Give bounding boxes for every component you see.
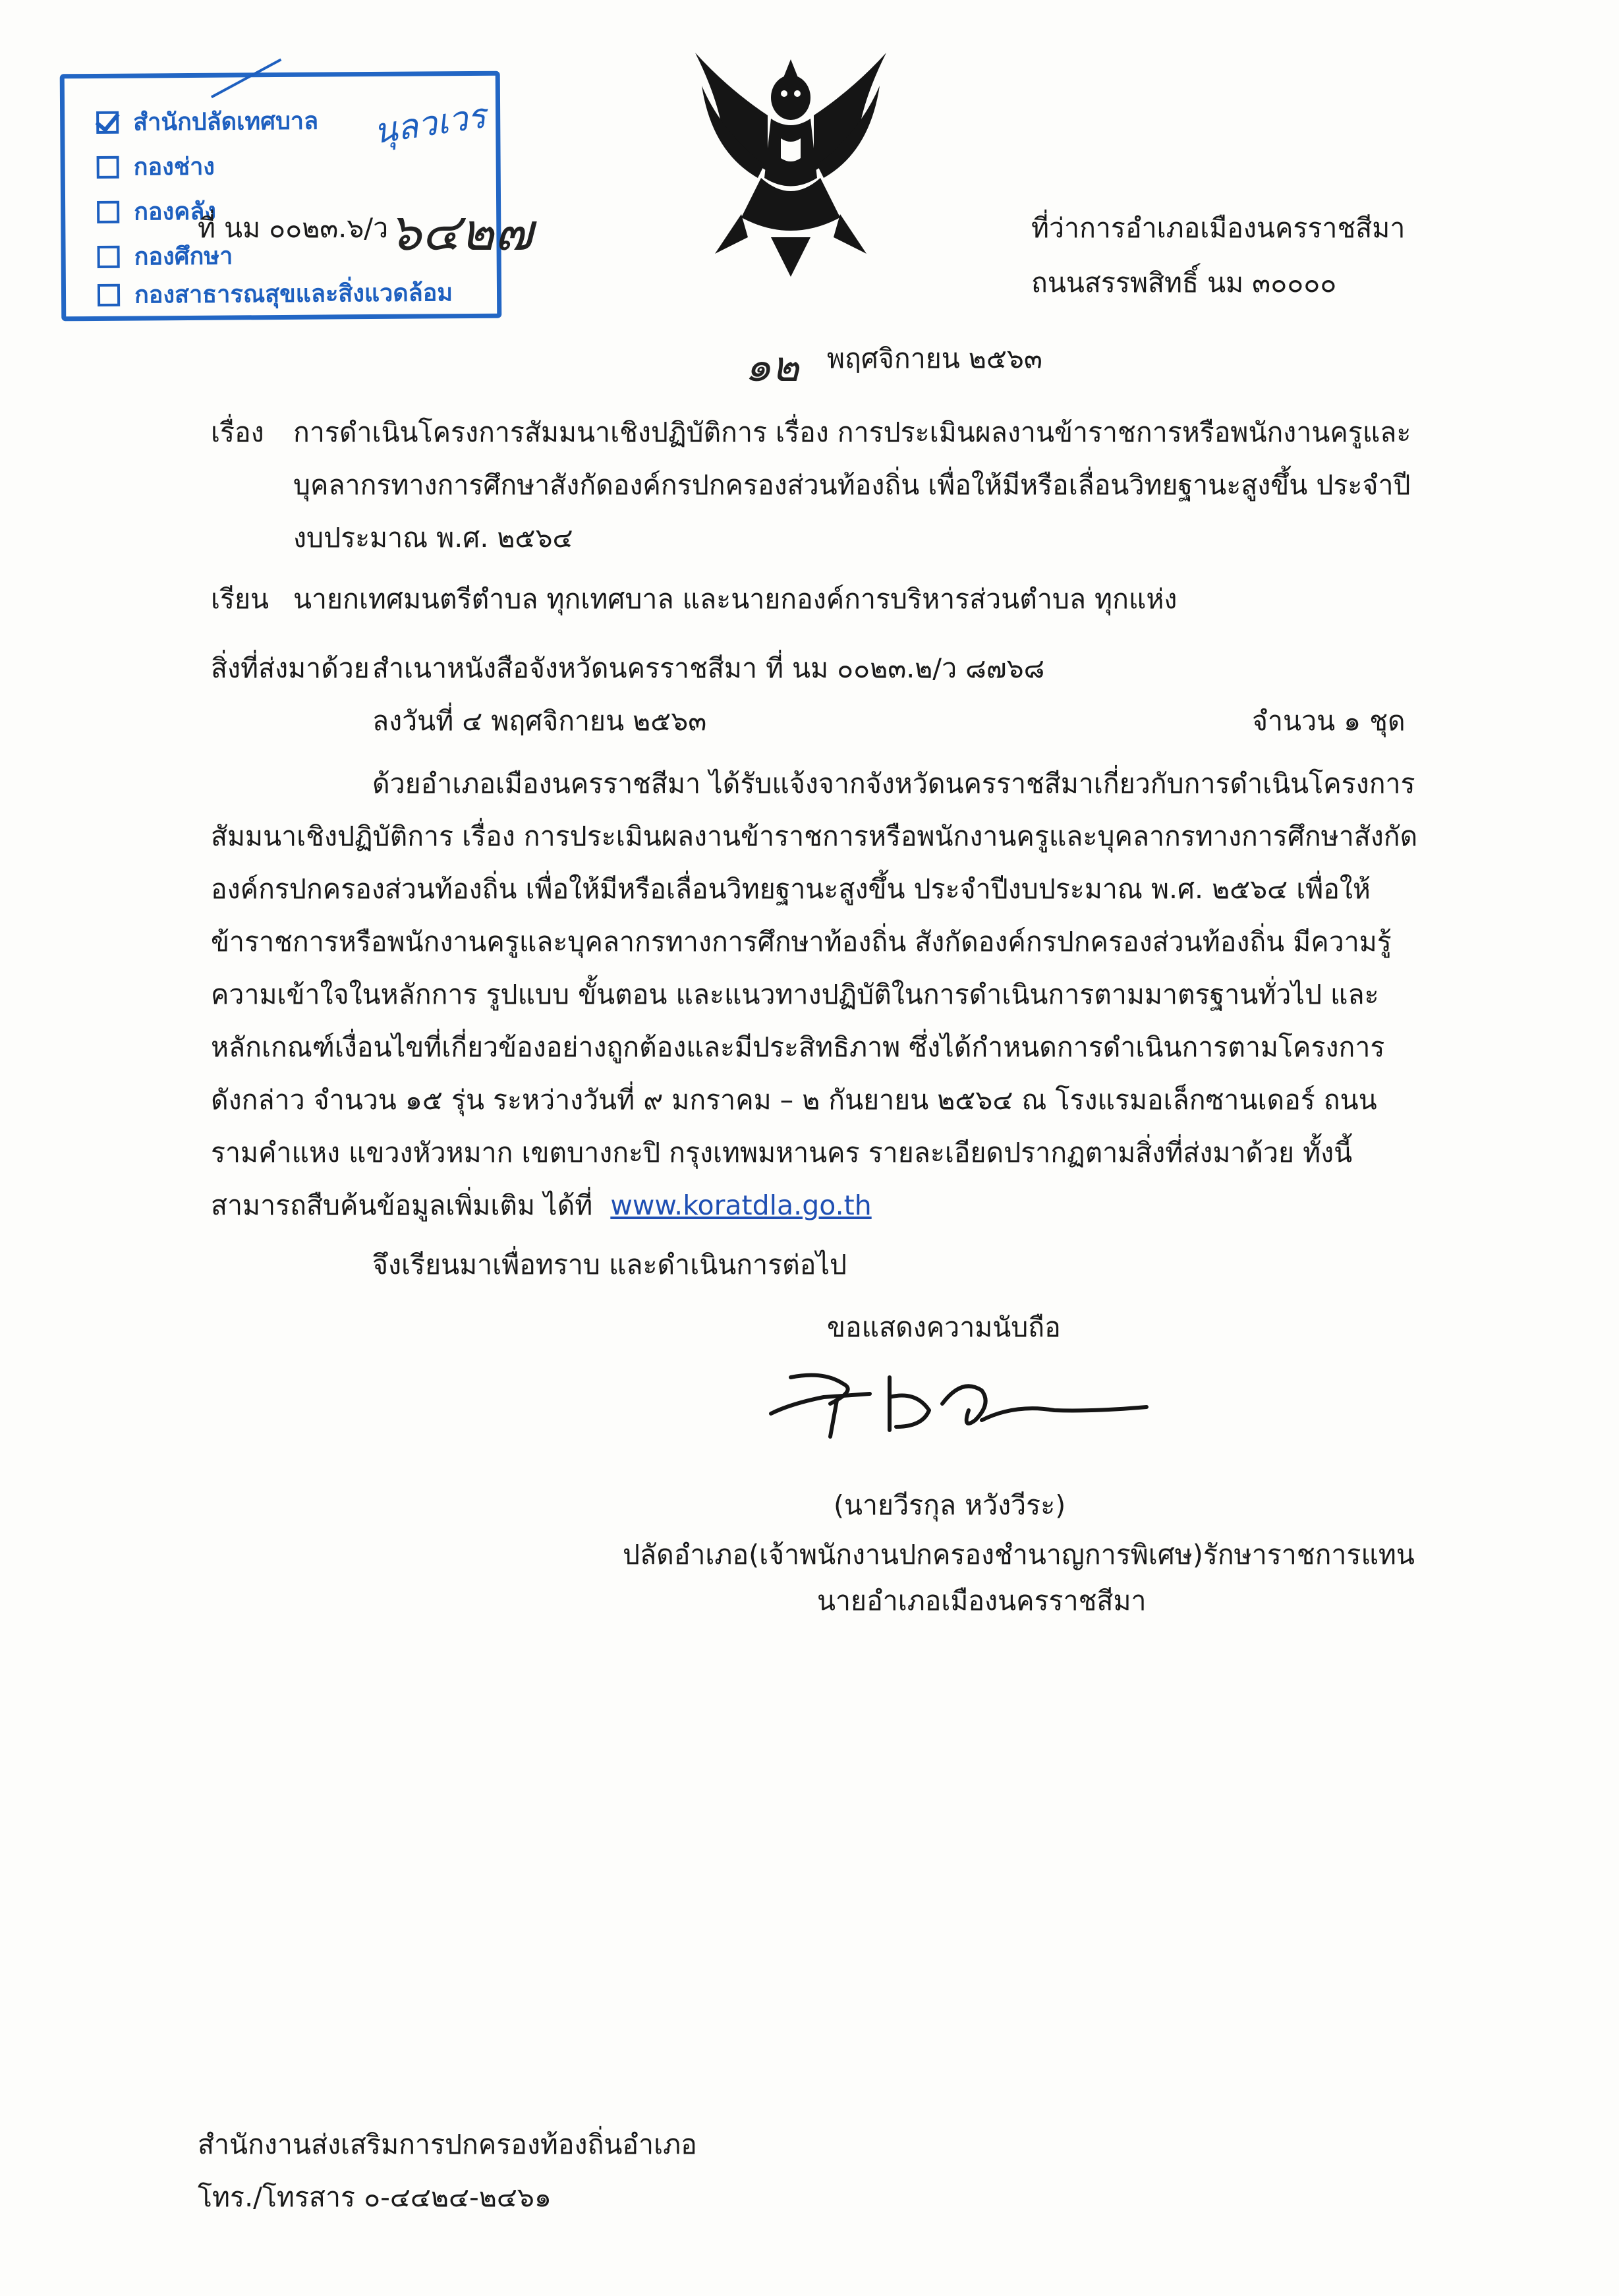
- footer-phone: โทร./โทรสาร ๐-๔๔๒๔-๒๔๖๑: [198, 2181, 552, 2213]
- subject-line: บุคลากรทางการศึกษาสังกัดองค์กรปกครองส่วนท้องถิ่น เพื่อให้มีหรือเลื่อนวิทยฐานะสูงขึ้น ประจำปี: [293, 469, 1411, 501]
- body-line: รามคำแหง แขวงหัวหมาก เขตบางกะปิ กรุงเทพมหานคร รายละเอียดปรากฏตามสิ่งที่ส่งมาด้วย ทั้งนี้: [211, 1137, 1353, 1168]
- sender-address-line-1: ที่ว่าการอำเภอเมืองนครราชสีมา: [1031, 212, 1406, 244]
- attachment-label: สิ่งที่ส่งมาด้วย: [211, 652, 370, 684]
- date-month-year: พฤศจิกายน ๒๕๖๓: [827, 343, 1042, 374]
- website-link[interactable]: www.koratdla.go.th: [610, 1190, 872, 1221]
- stamp-handwritten-note: นุลวเวร: [370, 96, 489, 152]
- stamp-item-label: กองสาธารณสุขและสิ่งแวดล้อม: [134, 279, 453, 309]
- stamp-item-label: กองคลัง: [134, 198, 217, 226]
- valediction: ขอแสดงความนับถือ: [827, 1311, 1061, 1343]
- stamp-item-label: กองช่าง: [133, 153, 215, 181]
- body-line: ด้วยอำเภอเมืองนครราชสีมา ได้รับแจ้งจากจังหวัดนครราชสีมาเกี่ยวกับการดำเนินโครงการ: [372, 768, 1415, 799]
- body-last-line-prefix: สามารถสืบค้นข้อมูลเพิ่มเติม ได้ที่: [211, 1190, 593, 1221]
- stamp-checkbox-checked-icon: [96, 111, 119, 133]
- subject-label: เรื่อง: [211, 416, 264, 448]
- handwritten-signature: [764, 1364, 1160, 1443]
- stamp-item: [98, 273, 453, 314]
- document-number: ที่ นม ๐๐๒๓.๖/ว: [198, 212, 389, 244]
- body-last-line: [211, 1190, 872, 1222]
- attachment-line-2: ลงวันที่ ๔ พฤศจิกายน ๒๕๖๓: [372, 705, 707, 737]
- footer-office: สำนักงานส่งเสริมการปกครองท้องถิ่นอำเภอ: [198, 2129, 697, 2160]
- stamp-item-label: กองศึกษา: [134, 243, 233, 271]
- subject-line: งบประมาณ พ.ศ. ๒๕๖๔: [293, 522, 573, 554]
- closing-sentence: จึงเรียนมาเพื่อทราบ และดำเนินการต่อไป: [372, 1249, 847, 1280]
- stamp-checkbox-icon: [98, 283, 120, 306]
- stamp-item-label: สำนักปลัดเทศบาล: [133, 107, 319, 136]
- sender-address-line-2: ถนนสรรพสิทธิ์ นม ๓๐๐๐๐: [1031, 267, 1337, 299]
- attachment-line-1: สำเนาหนังสือจังหวัดนครราชสีมา ที่ นม ๐๐๒๓.๒/ว ๘๗๖๘: [372, 652, 1045, 684]
- stamp-checkbox-icon: [97, 200, 119, 223]
- body-line: องค์กรปกครองส่วนท้องถิ่น เพื่อให้มีหรือเลื่อนวิทยฐานะสูงขึ้น ประจำปีงบประมาณ พ.ศ. ๒๕๖๔ เพื่อให้: [211, 873, 1371, 905]
- body-line: ดังกล่าว จำนวน ๑๕ รุ่น ระหว่างวันที่ ๙ มกราคม – ๒ กันยายน ๒๕๖๔ ณ โรงแรมอเล็กซานเดอร์ ถนน: [211, 1084, 1377, 1116]
- recipient-label: เรียน: [211, 583, 270, 615]
- garuda-emblem-icon: [675, 46, 906, 283]
- date-day-handwritten: ๑๒: [745, 343, 799, 391]
- recipient-text: นายกเทศมนตรีตำบล ทุกเทศบาล และนายกองค์การบริหารส่วนตำบล ทุกแห่ง: [293, 583, 1178, 615]
- stamp-checkbox-icon: [98, 245, 120, 268]
- subject-line: การดำเนินโครงการสัมมนาเชิงปฏิบัติการ เรื่อง การประเมินผลงานข้าราชการหรือพนักงานครูและ: [293, 416, 1411, 448]
- document-number-handwritten: ๖๔๒๗: [389, 203, 533, 262]
- stamp-item: [96, 148, 215, 186]
- signatory-name: (นายวีรกุล หวังวีระ): [834, 1489, 1066, 1521]
- stamp-item: [96, 102, 318, 141]
- attachment-quantity: จำนวน ๑ ชุด: [1252, 705, 1406, 737]
- body-line: สัมมนาเชิงปฏิบัติการ เรื่อง การประเมินผลงานข้าราชการหรือพนักงานครูและบุคลากรทางการศึกษาสังกัด: [211, 820, 1418, 852]
- stamp-checkbox-icon: [97, 156, 119, 178]
- signatory-position: ปลัดอำเภอ(เจ้าพนักงานปกครองชำนาญการพิเศษ)รักษาราชการแทน: [623, 1539, 1415, 1570]
- body-line: ข้าราชการหรือพนักงานครูและบุคลากรทางการศึกษาท้องถิ่น สังกัดองค์กรปกครองส่วนท้องถิ่น มีความรู้: [211, 926, 1392, 958]
- body-line: หลักเกณฑ์เงื่อนไขที่เกี่ยวข้องอย่างถูกต้องและมีประสิทธิภาพ ซึ่งได้กำหนดการดำเนินการตามโครงการ: [211, 1031, 1385, 1063]
- body-line: ความเข้าใจในหลักการ รูปแบบ ขั้นตอน และแนวทางปฏิบัติในการดำเนินการตามมาตรฐานทั่วไป และ: [211, 979, 1379, 1010]
- signatory-office: นายอำเภอเมืองนครราชสีมา: [817, 1585, 1147, 1617]
